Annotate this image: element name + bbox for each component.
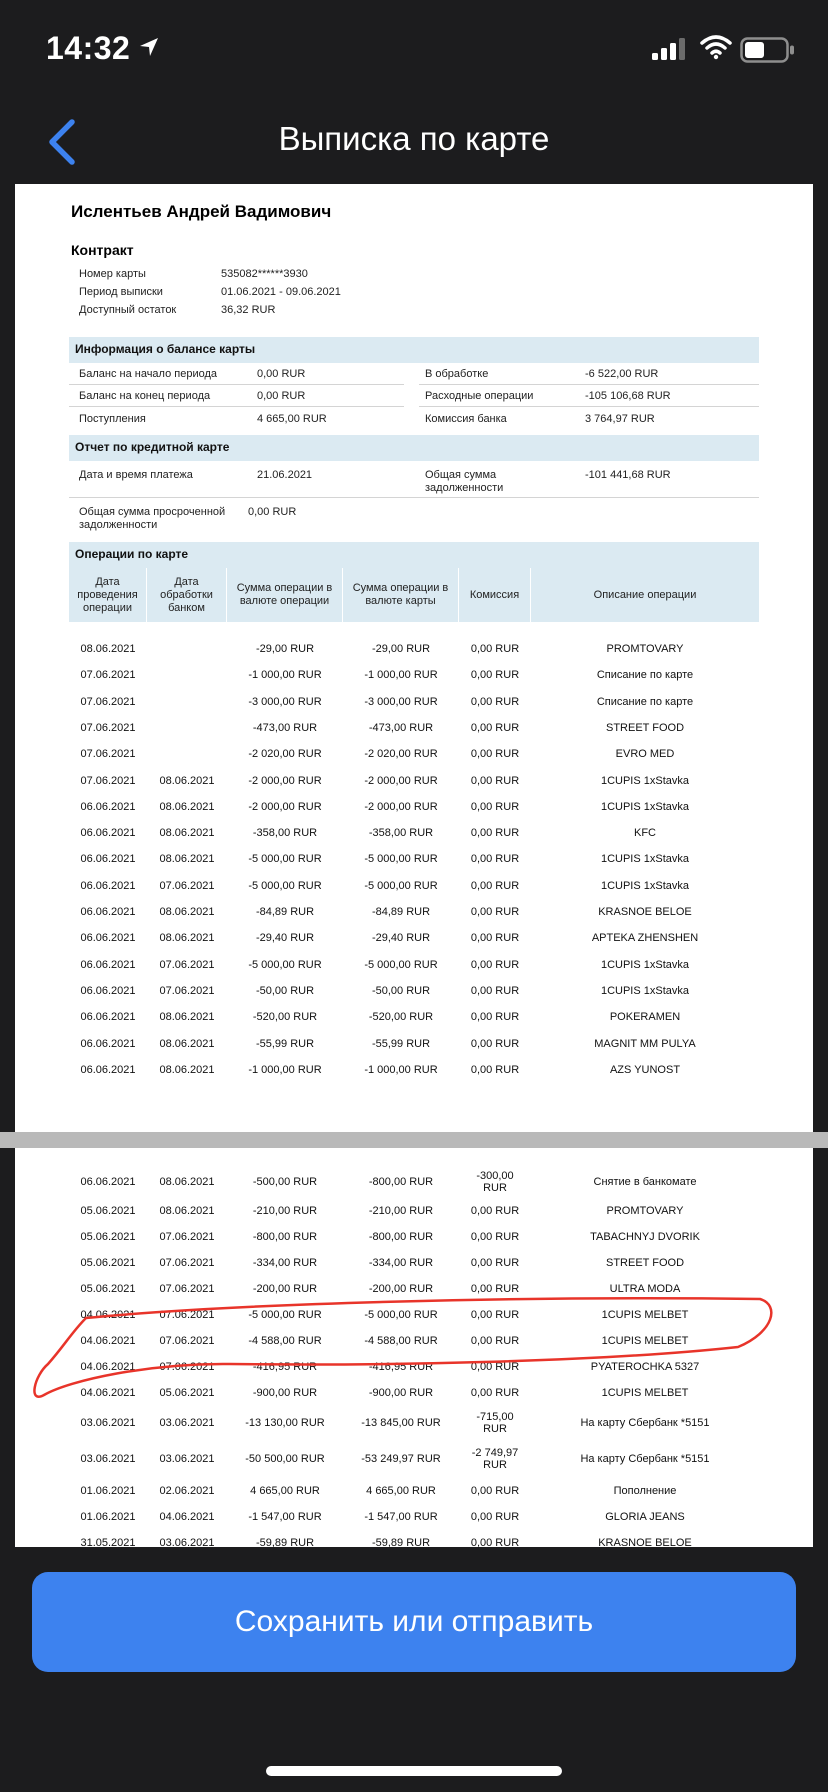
cell-description: 1CUPIS 1xStavka [600,958,690,971]
cell-amount-card: -800,00 RUR [368,1176,434,1188]
table-row [69,662,759,688]
cell-amount-op: -2 000,00 RUR [248,774,322,787]
navigation-bar [0,100,828,184]
table-row [69,1328,759,1354]
cell-amount-op: -5 000,00 RUR [248,879,322,892]
cell-process-date: 08.06.2021 [159,1037,215,1050]
overdue-label: Общая сумма просроченной задолженности [79,506,226,531]
cell-amount-card: -2 000,00 RUR [364,774,438,787]
cell-description: AZS YUNOST [609,1063,681,1076]
cell-process-date: 04.06.2021 [159,1511,215,1523]
save-or-send-button[interactable]: Сохранить или отправить [32,1572,796,1672]
cell-description: POKERAMEN [609,1011,681,1024]
cell-amount-op: -55,99 RUR [255,1037,315,1050]
cell-op-date: 03.06.2021 [80,1417,136,1429]
cell-amount-op: -3 000,00 RUR [248,695,322,708]
cell-fee: 0,00 RUR [470,1011,520,1024]
cell-amount-card: -84,89 RUR [371,906,431,918]
divider [419,384,759,385]
cell-description: PYATEROCHKA 5327 [590,1361,700,1373]
statement-page-1[interactable] [15,184,813,1132]
holder-name: Ислентьев Андрей Вадимович [71,202,332,221]
cell-description: Списание по карте [596,695,694,708]
cell-fee: -715,00 RUR [476,1411,514,1435]
cell-process-date [147,741,227,767]
table-row [69,636,759,662]
cell-description: KFC [634,827,656,840]
cell-process-date: 08.06.2021 [159,906,215,918]
expenses-value: -105 106,68 RUR [585,390,671,402]
table-row [69,1504,759,1530]
cell-amount-op: -500,00 RUR [252,1176,318,1188]
cell-fee: 0,00 RUR [470,1037,520,1050]
cell-op-date: 04.06.2021 [80,1309,136,1321]
column-header: Дата обработки банком [147,568,227,622]
cell-process-date [147,689,227,715]
cell-description: EVRO MED [615,748,675,761]
table-row [69,715,759,741]
table-row [69,820,759,846]
credit-section-header: Отчет по кредитной карте [69,435,759,461]
table-row [69,925,759,951]
cell-amount-card: -1 547,00 RUR [364,1511,438,1523]
cell-description: 1CUPIS MELBET [601,1335,689,1347]
cell-fee: 0,00 RUR [470,1335,520,1347]
cell-fee: 0,00 RUR [470,879,520,892]
cell-fee: 0,00 RUR [470,748,520,761]
cell-amount-op: -800,00 RUR [252,1231,318,1243]
cell-op-date: 05.06.2021 [80,1205,136,1217]
cell-fee: 0,00 RUR [470,932,520,945]
battery-icon [740,37,796,63]
cell-fee: 0,00 RUR [470,1205,520,1217]
cell-op-date: 06.06.2021 [80,853,136,866]
cell-op-date: 01.06.2021 [80,1485,136,1497]
table-row [69,1380,759,1406]
table-row [69,873,759,899]
home-indicator[interactable] [266,1766,562,1776]
cell-amount-op: -29,40 RUR [255,932,315,945]
period-value: 01.06.2021 - 09.06.2021 [221,286,341,298]
cell-amount-op: -520,00 RUR [252,1011,318,1024]
cell-process-date: 08.06.2021 [159,853,215,866]
cell-op-date: 05.06.2021 [80,1283,136,1295]
cell-process-date: 08.06.2021 [159,1176,215,1188]
cell-op-date: 06.06.2021 [80,1037,136,1050]
column-header: Сумма операции в валюте карты [343,568,459,622]
cell-amount-card: -5 000,00 RUR [364,1309,438,1321]
payment-date-value: 21.06.2021 [257,469,313,481]
divider [419,497,759,498]
cell-amount-op: -416,95 RUR [252,1361,318,1373]
cellular-signal-icon [652,38,686,60]
balance-start-value: 0,00 RUR [257,368,306,380]
cell-description: 1CUPIS 1xStavka [600,800,690,813]
cell-description: 1CUPIS MELBET [601,1309,689,1321]
cell-amount-card: -1 000,00 RUR [364,669,438,682]
available-balance-value: 36,32 RUR [221,304,276,316]
cell-op-date: 07.06.2021 [80,774,136,787]
statement-page-2[interactable] [15,1148,813,1547]
cell-description: MAGNIT MM PULYA [594,1037,696,1050]
page-title: Выписка по карте [278,120,550,157]
cell-description: TABACHNYJ DVORIK [590,1231,700,1243]
cell-amount-op: -4 588,00 RUR [248,1335,322,1347]
table-row [69,1406,759,1440]
cell-op-date: 05.06.2021 [80,1257,136,1269]
cell-amount-op: -900,00 RUR [252,1387,318,1399]
cell-amount-card: -200,00 RUR [368,1283,434,1295]
cell-description: 1CUPIS 1xStavka [600,853,690,866]
cell-process-date: 07.06.2021 [159,1283,215,1295]
cell-amount-op: -1 000,00 RUR [248,1063,322,1076]
processing-label: В обработке [425,368,489,380]
processing-value: -6 522,00 RUR [585,368,659,380]
cell-fee: 0,00 RUR [470,800,520,813]
table-row [69,794,759,820]
cell-process-date: 08.06.2021 [159,1205,215,1217]
cell-process-date: 07.06.2021 [159,1231,215,1243]
cell-amount-card: -358,00 RUR [368,827,434,840]
cell-fee: 0,00 RUR [470,984,520,997]
cell-amount-card: -520,00 RUR [368,1011,434,1024]
table-row [69,978,759,1004]
divider [419,406,759,407]
cell-op-date: 04.06.2021 [80,1335,136,1347]
cell-description: KRASNOE BELOE [598,906,692,918]
divider [69,384,404,385]
cell-amount-op: -5 000,00 RUR [248,853,322,866]
cell-amount-card: -59,89 RUR [371,1537,431,1547]
cell-amount-card: 4 665,00 RUR [366,1485,436,1497]
table-row [69,768,759,794]
cell-op-date: 07.06.2021 [80,721,136,734]
cell-amount-op: -50,00 RUR [255,984,315,997]
table-row [69,1250,759,1276]
cell-description: 1CUPIS 1xStavka [600,774,690,787]
table-row [69,1165,759,1199]
cell-process-date: 08.06.2021 [159,1011,215,1024]
card-number-label: Номер карты [79,268,146,280]
cell-op-date: 07.06.2021 [80,748,136,761]
cell-amount-op: 4 665,00 RUR [250,1485,320,1497]
cell-amount-card: -3 000,00 RUR [364,695,438,708]
cell-op-date: 06.06.2021 [80,827,136,840]
cell-process-date: 07.06.2021 [159,984,215,997]
contract-heading: Контракт [71,242,134,258]
cell-process-date: 07.06.2021 [159,1309,215,1321]
cell-op-date: 04.06.2021 [80,1387,136,1399]
cell-amount-card: -2 000,00 RUR [364,800,438,813]
cell-op-date: 06.06.2021 [80,1011,136,1024]
cell-amount-op: -334,00 RUR [252,1257,318,1269]
cell-fee: 0,00 RUR [470,669,520,682]
cell-amount-card: -210,00 RUR [368,1205,434,1217]
table-row [69,1031,759,1057]
income-value: 4 665,00 RUR [257,413,327,425]
table-row [69,1354,759,1380]
cell-amount-op: -1 547,00 RUR [248,1511,322,1523]
cell-amount-op: -29,00 RUR [255,643,315,655]
cell-process-date: 07.06.2021 [159,879,215,892]
cell-process-date: 07.06.2021 [159,1257,215,1269]
cell-op-date: 07.06.2021 [80,669,136,682]
cell-amount-op: -50 500,00 RUR [245,1453,325,1465]
status-time: 14:32 [46,30,131,66]
balance-end-value: 0,00 RUR [257,390,306,402]
location-arrow-icon [138,36,160,58]
bank-fee-label: Комиссия банка [425,413,507,425]
table-row [69,846,759,872]
cell-amount-card: -5 000,00 RUR [364,879,438,892]
balance-end-label: Баланс на конец периода [79,390,211,402]
cell-process-date: 05.06.2021 [159,1387,215,1399]
cell-fee: 0,00 RUR [470,1537,520,1547]
divider [69,497,419,498]
cell-fee: 0,00 RUR [470,1387,520,1399]
cell-fee: 0,00 RUR [470,721,520,734]
cell-amount-op: -84,89 RUR [255,906,315,918]
cell-amount-card: -29,00 RUR [371,643,431,655]
table-row [69,1302,759,1328]
cell-fee: 0,00 RUR [470,827,520,840]
status-bar [0,0,828,100]
cell-amount-card: -5 000,00 RUR [364,853,438,866]
card-number-value: 535082******3930 [221,268,308,280]
cell-fee: 0,00 RUR [470,1283,520,1295]
overdue-value: 0,00 RUR [248,506,297,518]
column-header: Комиссия [459,568,531,622]
bank-fee-value: 3 764,97 RUR [585,413,655,425]
cell-amount-card: -900,00 RUR [368,1387,434,1399]
cell-fee: 0,00 RUR [470,958,520,971]
available-balance-label: Доступный остаток [79,304,177,316]
table-row [69,1442,759,1476]
column-header: Описание операции [593,588,697,601]
cell-process-date: 08.06.2021 [159,1063,215,1076]
cell-amount-card: -55,99 RUR [371,1037,431,1050]
cell-amount-op: -2 000,00 RUR [248,800,322,813]
cell-op-date: 06.06.2021 [80,958,136,971]
cell-description: 1CUPIS 1xStavka [600,984,690,997]
cell-op-date: 06.06.2021 [80,984,136,997]
cell-amount-card: -1 000,00 RUR [364,1063,438,1076]
cell-description: 1CUPIS 1xStavka [600,879,690,892]
cell-process-date: 03.06.2021 [159,1453,215,1465]
cell-amount-card: -4 588,00 RUR [364,1335,438,1347]
cell-op-date: 03.06.2021 [80,1453,136,1465]
cell-fee: 0,00 RUR [470,1231,520,1243]
table-row [69,899,759,925]
operations-table-header [69,568,759,622]
cell-fee: 0,00 RUR [470,643,520,655]
cell-fee: 0,00 RUR [470,1309,520,1321]
cell-amount-card: -800,00 RUR [368,1231,434,1243]
cell-op-date: 07.06.2021 [80,695,136,708]
cell-process-date: 08.06.2021 [159,800,215,813]
cell-fee: 0,00 RUR [470,1361,520,1373]
cell-fee: 0,00 RUR [470,1485,520,1497]
balance-start-label: Баланс на начало периода [79,368,218,380]
cell-description: PROMTOVARY [606,643,684,655]
table-row [69,1276,759,1302]
cell-op-date: 06.06.2021 [80,879,136,892]
cell-op-date: 04.06.2021 [80,1361,136,1373]
cell-op-date: 08.06.2021 [80,643,136,655]
wifi-icon [700,34,732,60]
cell-description: STREET FOOD [605,721,685,734]
cell-op-date: 31.05.2021 [80,1537,136,1547]
cell-op-date: 01.06.2021 [80,1511,136,1523]
cell-fee: 0,00 RUR [470,1257,520,1269]
cell-fee: -2 749,97 RUR [471,1447,519,1471]
cell-description: На карту Сбербанк *5151 [580,1453,710,1465]
cell-amount-card: -53 249,97 RUR [361,1453,441,1465]
cell-fee: 0,00 RUR [470,695,520,708]
cell-op-date: 06.06.2021 [80,800,136,813]
cell-process-date: 08.06.2021 [159,774,215,787]
table-row [69,1530,759,1547]
cell-amount-op: -200,00 RUR [252,1283,318,1295]
total-debt-label: Общая сумма задолженности [425,469,504,494]
cell-description: PROMTOVARY [606,1205,684,1217]
cell-process-date: 03.06.2021 [159,1537,215,1547]
cell-amount-card: -334,00 RUR [368,1257,434,1269]
income-label: Поступления [79,413,146,425]
table-row [69,1198,759,1224]
divider [69,406,404,407]
cell-process-date: 07.06.2021 [159,958,215,971]
cell-amount-card: -416,95 RUR [368,1361,434,1373]
cell-description: 1CUPIS MELBET [601,1387,689,1399]
cell-description: KRASNOE BELOE [598,1537,692,1547]
cell-process-date [147,662,227,688]
cell-amount-card: -50,00 RUR [371,984,431,997]
table-row [69,1224,759,1250]
cell-fee: 0,00 RUR [470,906,520,918]
cell-amount-card: -473,00 RUR [368,721,434,734]
cell-description: Снятие в банкомате [593,1176,697,1188]
table-row [69,1057,759,1083]
expenses-label: Расходные операции [425,390,534,402]
page-separator [0,1132,828,1148]
cell-description: GLORIA JEANS [605,1511,685,1523]
cell-process-date: 02.06.2021 [159,1485,215,1497]
cell-amount-op: -358,00 RUR [252,827,318,840]
payment-date-label: Дата и время платежа [79,469,193,481]
cell-fee: 0,00 RUR [470,1063,520,1076]
cell-amount-op: -2 020,00 RUR [248,748,322,761]
cell-process-date: 07.06.2021 [159,1335,215,1347]
cell-amount-card: -29,40 RUR [371,932,431,945]
balance-section-header: Информация о балансе карты [69,337,759,363]
cell-amount-op: -210,00 RUR [252,1205,318,1217]
cell-amount-op: -59,89 RUR [255,1537,315,1547]
operations-section-header: Операции по карте [69,542,759,568]
cell-fee: -300,00 RUR [476,1170,514,1194]
cell-amount-card: -13 845,00 RUR [361,1417,441,1429]
table-row [69,1004,759,1030]
cell-amount-op: -1 000,00 RUR [248,669,322,682]
cell-process-date: 07.06.2021 [159,1361,215,1373]
period-label: Период выписки [79,286,163,298]
cell-process-date [147,715,227,741]
cell-description: На карту Сбербанк *5151 [580,1417,710,1429]
table-row [69,689,759,715]
cell-description: Пополнение [613,1485,677,1497]
cell-fee: 0,00 RUR [470,1511,520,1523]
cell-op-date: 06.06.2021 [80,1063,136,1076]
cell-process-date [147,636,227,662]
column-header: Сумма операции в валюте операции [227,568,343,622]
cell-process-date: 08.06.2021 [159,932,215,945]
cell-amount-op: -473,00 RUR [252,721,318,734]
cell-amount-op: -5 000,00 RUR [248,958,322,971]
column-header: Дата проведения операции [69,568,147,622]
cell-fee: 0,00 RUR [470,774,520,787]
cell-description: Списание по карте [596,669,694,682]
cell-fee: 0,00 RUR [470,853,520,866]
cell-amount-op: -13 130,00 RUR [245,1417,325,1429]
cell-op-date: 06.06.2021 [80,1176,136,1188]
cell-description: APTEKA ZHENSHEN [591,932,699,945]
cell-description: STREET FOOD [605,1257,685,1269]
cell-op-date: 06.06.2021 [80,932,136,945]
cell-op-date: 06.06.2021 [80,906,136,918]
table-row [69,741,759,767]
cell-process-date: 08.06.2021 [159,827,215,840]
cell-process-date: 03.06.2021 [159,1417,215,1429]
cell-description: ULTRA MODA [609,1283,681,1295]
cell-amount-card: -2 020,00 RUR [364,748,438,761]
total-debt-value: -101 441,68 RUR [585,469,671,481]
table-row [69,1478,759,1504]
cell-amount-card: -5 000,00 RUR [364,958,438,971]
cell-amount-op: -5 000,00 RUR [248,1309,322,1321]
cell-op-date: 05.06.2021 [80,1231,136,1243]
table-row [69,952,759,978]
